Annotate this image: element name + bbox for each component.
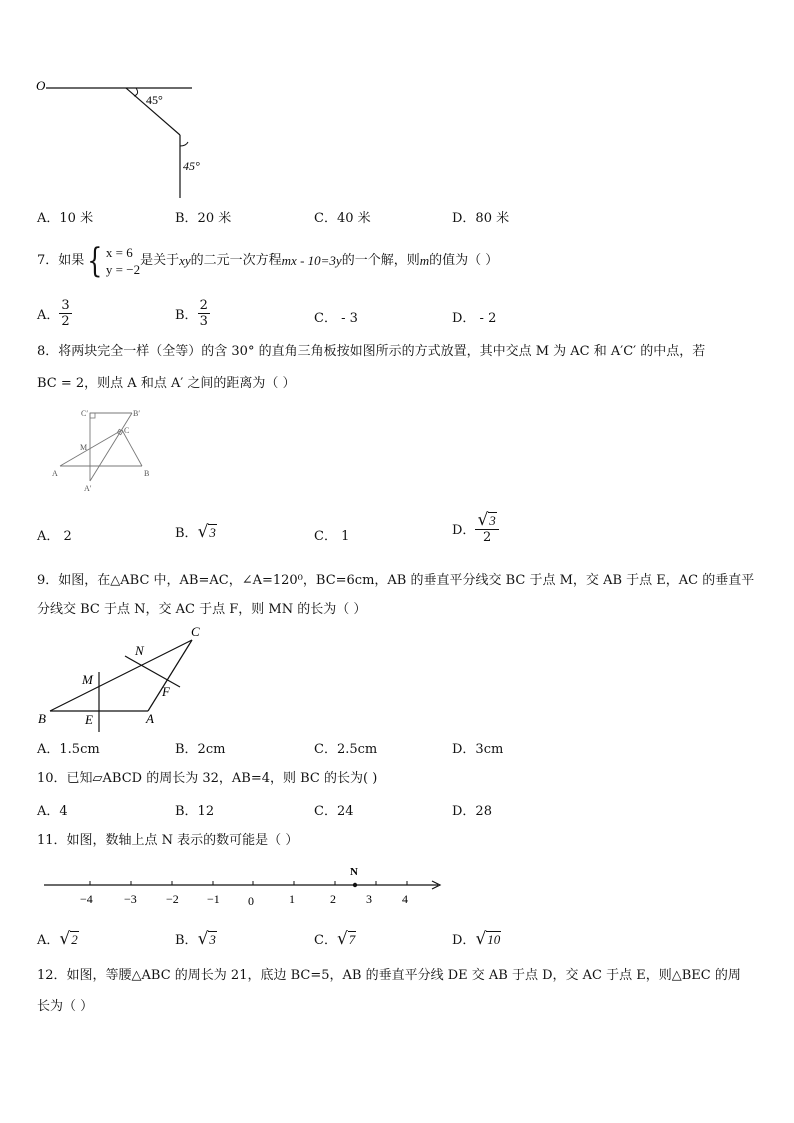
q8-option-d-label: D． bbox=[452, 523, 476, 538]
equation-system bbox=[84, 241, 141, 281]
q7-expr: mx - 10=3y bbox=[281, 253, 342, 268]
fraction bbox=[198, 298, 210, 329]
q7-option-b[interactable] bbox=[175, 298, 210, 329]
tick-label-neg2: −2 bbox=[166, 892, 179, 906]
denominator: 3 bbox=[199, 314, 208, 329]
q7-option-b-label: B． bbox=[175, 308, 198, 323]
radicand: 3 bbox=[489, 513, 496, 528]
radical-icon: √ bbox=[477, 510, 489, 530]
label-a: A bbox=[52, 469, 58, 478]
q9-option-c[interactable]: C．2.5cm bbox=[314, 742, 378, 757]
tick-label-neg3: −3 bbox=[124, 892, 137, 906]
number-line bbox=[40, 860, 450, 910]
label-m: M bbox=[80, 443, 88, 452]
q6-option-d[interactable]: D．80 米 bbox=[452, 211, 510, 226]
radicand: 3 bbox=[209, 524, 216, 540]
tick-label-1: 1 bbox=[289, 892, 295, 906]
right-angle-mark bbox=[90, 413, 95, 418]
q11-option-b-label: B． bbox=[175, 933, 198, 948]
label-O: O bbox=[36, 78, 46, 93]
radical-icon: √ bbox=[475, 928, 487, 949]
tick-label-4: 4 bbox=[402, 892, 408, 906]
q6-option-c[interactable]: C．40 米 bbox=[314, 211, 371, 226]
label-m: M bbox=[82, 672, 93, 687]
label-c: C bbox=[124, 426, 130, 435]
q11-option-c[interactable] bbox=[314, 929, 356, 948]
q7-prefix: 7．如果 bbox=[37, 253, 85, 268]
q11-option-a[interactable] bbox=[37, 929, 79, 948]
radical-icon: √ bbox=[197, 928, 209, 949]
question-12-line-2: 长为（ ） bbox=[37, 999, 94, 1014]
numerator: 3 bbox=[61, 298, 70, 313]
label-c1: C′ bbox=[81, 409, 89, 418]
question-9-line-1: 9．如图，在△ABC 中，AB=AC，∠A=120⁰，BC=6cm，AB 的垂直平分线交 BC 于点 M，交 AB 于点 E，AC 的垂直平 bbox=[37, 573, 755, 588]
q7-mid1: 是关于 bbox=[140, 253, 180, 268]
tick-label-0: 0 bbox=[248, 894, 254, 908]
question-7 bbox=[37, 241, 499, 281]
q7-xy: xy bbox=[179, 253, 191, 268]
q9-figure bbox=[30, 622, 220, 734]
label-b1: B′ bbox=[133, 409, 141, 418]
label-e: E bbox=[85, 712, 93, 727]
tick-label-3: 3 bbox=[366, 892, 372, 906]
brace-icon: { bbox=[87, 241, 103, 281]
q7-option-a[interactable] bbox=[37, 298, 72, 329]
label-f: F bbox=[162, 684, 170, 699]
question-12-line-1: 12．如图，等腰△ABC 的周长为 21，底边 BC=5，AB 的垂直平分线 DE 交 AB 于点 D，交 AC 于点 E，则△BEC 的周 bbox=[37, 968, 741, 983]
q11-option-d[interactable] bbox=[452, 929, 501, 948]
q8-option-c[interactable]: C． 1 bbox=[314, 529, 350, 544]
tick-label-neg4: −4 bbox=[80, 892, 93, 906]
radicand: 7 bbox=[348, 931, 356, 947]
label-n: N bbox=[135, 643, 144, 658]
radicand: 10 bbox=[487, 931, 501, 947]
radicand: 3 bbox=[209, 931, 216, 947]
q11-option-c-label: C． bbox=[314, 933, 337, 948]
q7-option-c[interactable]: C． - 3 bbox=[314, 311, 358, 326]
numerator: 2 bbox=[199, 298, 208, 313]
q6-option-b[interactable]: B．20 米 bbox=[175, 211, 232, 226]
eq-row-1: x = 6 bbox=[105, 245, 133, 260]
fraction bbox=[59, 298, 71, 329]
radicand: 2 bbox=[71, 931, 78, 947]
fraction bbox=[475, 512, 498, 545]
q9-option-b[interactable]: B．2cm bbox=[175, 742, 226, 757]
label-b: B bbox=[38, 711, 46, 726]
q9-option-a[interactable]: A．1.5cm bbox=[37, 742, 100, 757]
q7-m: m bbox=[419, 253, 430, 268]
denominator: 2 bbox=[482, 530, 492, 545]
radical-icon: √ bbox=[336, 928, 348, 949]
tick-label-2: 2 bbox=[330, 892, 336, 906]
q10-option-b[interactable]: B．12 bbox=[175, 804, 215, 819]
q8-option-a[interactable]: A． 2 bbox=[37, 529, 72, 544]
q11-option-a-label: A． bbox=[37, 933, 60, 948]
q7-mid3: 的一个解，则 bbox=[341, 253, 420, 268]
q7-option-d[interactable]: D． - 2 bbox=[452, 311, 497, 326]
q6-option-a[interactable]: A．10 米 bbox=[37, 211, 94, 226]
sqrt bbox=[197, 521, 217, 542]
q6-figure bbox=[30, 72, 230, 202]
q8-option-d[interactable] bbox=[452, 512, 499, 545]
radical-icon: √ bbox=[59, 928, 71, 949]
question-11: 11．如图，数轴上点 N 表示的数可能是（ ） bbox=[37, 833, 299, 848]
label-a1: A′ bbox=[84, 484, 92, 493]
radical-icon: √ bbox=[197, 521, 209, 542]
tick-label-neg1: −1 bbox=[207, 892, 220, 906]
label-n: N bbox=[350, 866, 358, 878]
eq-row-2: y = −2 bbox=[105, 262, 141, 277]
label-c: C bbox=[191, 624, 200, 639]
q8-option-b-label: B． bbox=[175, 526, 198, 541]
question-8-line-1: 8．将两块完全一样（全等）的含 30° 的直角三角板按如图所示的方式放置，其中交点 M 为 AC 和 A′C′ 的中点，若 bbox=[37, 344, 706, 359]
q11-option-b[interactable] bbox=[175, 929, 217, 948]
angle-label-1: 45° bbox=[146, 93, 163, 107]
perp-bisector-ac bbox=[125, 656, 180, 687]
q8-figure bbox=[50, 404, 160, 496]
q7-option-a-label: A． bbox=[37, 308, 60, 323]
q7-mid2: 的二元一次方程 bbox=[190, 253, 282, 268]
question-10: 10．已知▱ABCD 的周长为 32，AB=4，则 BC 的长为( ) bbox=[37, 771, 378, 786]
label-a: A bbox=[146, 711, 154, 726]
q9-option-d[interactable]: D．3cm bbox=[452, 742, 504, 757]
question-9-line-2: 分线交 BC 于点 N，交 AC 于点 F，则 MN 的长为（ ） bbox=[37, 602, 367, 617]
numerator bbox=[475, 512, 498, 530]
denominator: 2 bbox=[61, 314, 70, 329]
q11-option-d-label: D． bbox=[452, 933, 476, 948]
q10-option-c[interactable]: C．24 bbox=[314, 804, 354, 819]
segment-b1-a1 bbox=[90, 413, 132, 481]
question-8-line-2: BC = 2，则点 A 和点 A′ 之间的距离为（ ） bbox=[37, 376, 296, 391]
q10-option-d[interactable]: D．28 bbox=[452, 804, 492, 819]
segment-a-c bbox=[60, 430, 122, 466]
angle-arc-2 bbox=[180, 142, 188, 146]
q7-suffix: 的值为（ ） bbox=[429, 253, 499, 268]
point-n bbox=[353, 883, 357, 887]
segment-c-b bbox=[122, 430, 142, 466]
label-b: B bbox=[144, 469, 150, 478]
q8-option-b[interactable] bbox=[175, 522, 217, 541]
q10-option-a[interactable]: A．4 bbox=[37, 804, 68, 819]
angle-label-2: 45° bbox=[183, 159, 200, 173]
